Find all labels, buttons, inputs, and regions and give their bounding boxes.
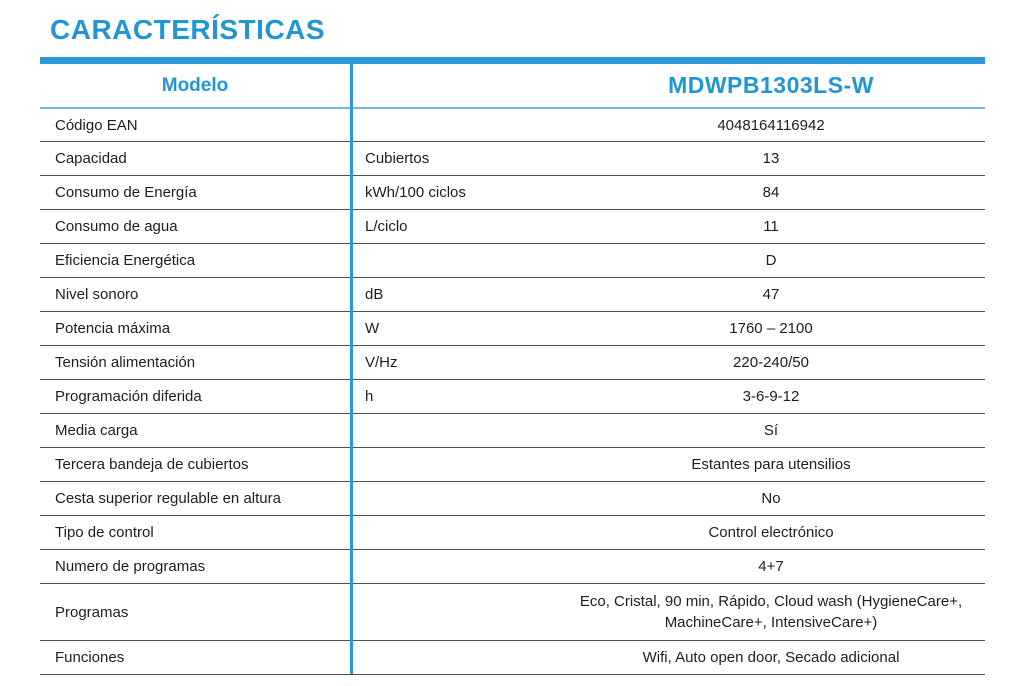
row-value: No [761, 490, 781, 507]
row-value-text: Eco, Cristal, 90 min, Rápido, Cloud wash (HygieneCare+, MachineCare+, IntensiveCare+) [579, 593, 963, 631]
table-row [40, 583, 985, 640]
row-value: 13 [762, 150, 780, 167]
row-unit [350, 641, 557, 674]
row-label: Consumo de Energía [55, 184, 197, 201]
row-unit: Cubiertos [365, 150, 430, 167]
row-label: Consumo de agua [55, 218, 178, 235]
row-unit [350, 109, 557, 141]
row-unit: W [365, 320, 380, 337]
table-row [40, 243, 985, 277]
table-row [40, 345, 985, 379]
row-value: D [765, 252, 777, 269]
row-unit: L/ciclo [365, 218, 408, 235]
table-row [40, 277, 985, 311]
row-label: Funciones [55, 649, 125, 666]
row-label: Tensión alimentación [55, 354, 196, 371]
row-value: Control electrónico [708, 524, 834, 541]
row-label: Código EAN [55, 116, 138, 134]
row-label: Numero de programas [55, 558, 206, 575]
row-value: 4048164116942 [717, 116, 825, 134]
row-label: Media carga [55, 422, 138, 439]
table-row [40, 379, 985, 413]
column-divider-line [350, 64, 353, 674]
table-row [40, 413, 985, 447]
row-value: 4+7 [758, 558, 784, 575]
row-value: 47 [762, 286, 780, 303]
page-title: CARACTERÍSTICAS [50, 14, 326, 45]
row-value: 84 [762, 184, 780, 201]
row-value: 220-240/50 [733, 354, 809, 371]
row-unit: V/Hz [365, 354, 398, 371]
row-label: Programas [55, 603, 129, 621]
row-unit [350, 584, 557, 640]
table-row [40, 640, 985, 674]
row-label: Cesta superior regulable en altura [55, 490, 281, 507]
row-unit [350, 448, 557, 481]
header-unit-cell [350, 64, 557, 107]
row-value: Sí [763, 422, 779, 439]
header-model-label: Modelo [161, 74, 229, 96]
row-value [557, 584, 985, 640]
row-unit: kWh/100 ciclos [365, 184, 466, 201]
table-row [40, 311, 985, 345]
row-label: Tipo de control [55, 524, 154, 541]
row-unit [350, 482, 557, 515]
row-unit [350, 550, 557, 583]
table-row [40, 447, 985, 481]
row-label: Tercera bandeja de cubiertos [55, 456, 249, 473]
table-row [40, 175, 985, 209]
row-unit: dB [365, 286, 384, 303]
row-unit [350, 516, 557, 549]
row-label: Programación diferida [55, 388, 202, 405]
table-row [40, 481, 985, 515]
table-row [40, 515, 985, 549]
spec-table [40, 57, 985, 675]
row-value: 11 [763, 218, 779, 235]
row-label: Eficiencia Energética [55, 252, 196, 269]
table-header-row [40, 64, 985, 107]
row-value: 1760 – 2100 [729, 320, 813, 337]
row-value: Estantes para utensilios [691, 456, 851, 473]
row-value: 3-6-9-12 [742, 388, 800, 405]
table-row [40, 107, 985, 141]
row-unit [350, 244, 557, 277]
row-label: Nivel sonoro [55, 286, 139, 303]
header-model-value: MDWPB1303LS-W [668, 72, 874, 98]
row-value: Wifi, Auto open door, Secado adicional [642, 649, 900, 666]
table-row [40, 141, 985, 175]
table-row [40, 549, 985, 583]
row-label: Potencia máxima [55, 320, 171, 337]
row-unit [350, 414, 557, 447]
row-label: Capacidad [55, 150, 127, 167]
row-unit: h [365, 388, 374, 405]
table-row [40, 209, 985, 243]
